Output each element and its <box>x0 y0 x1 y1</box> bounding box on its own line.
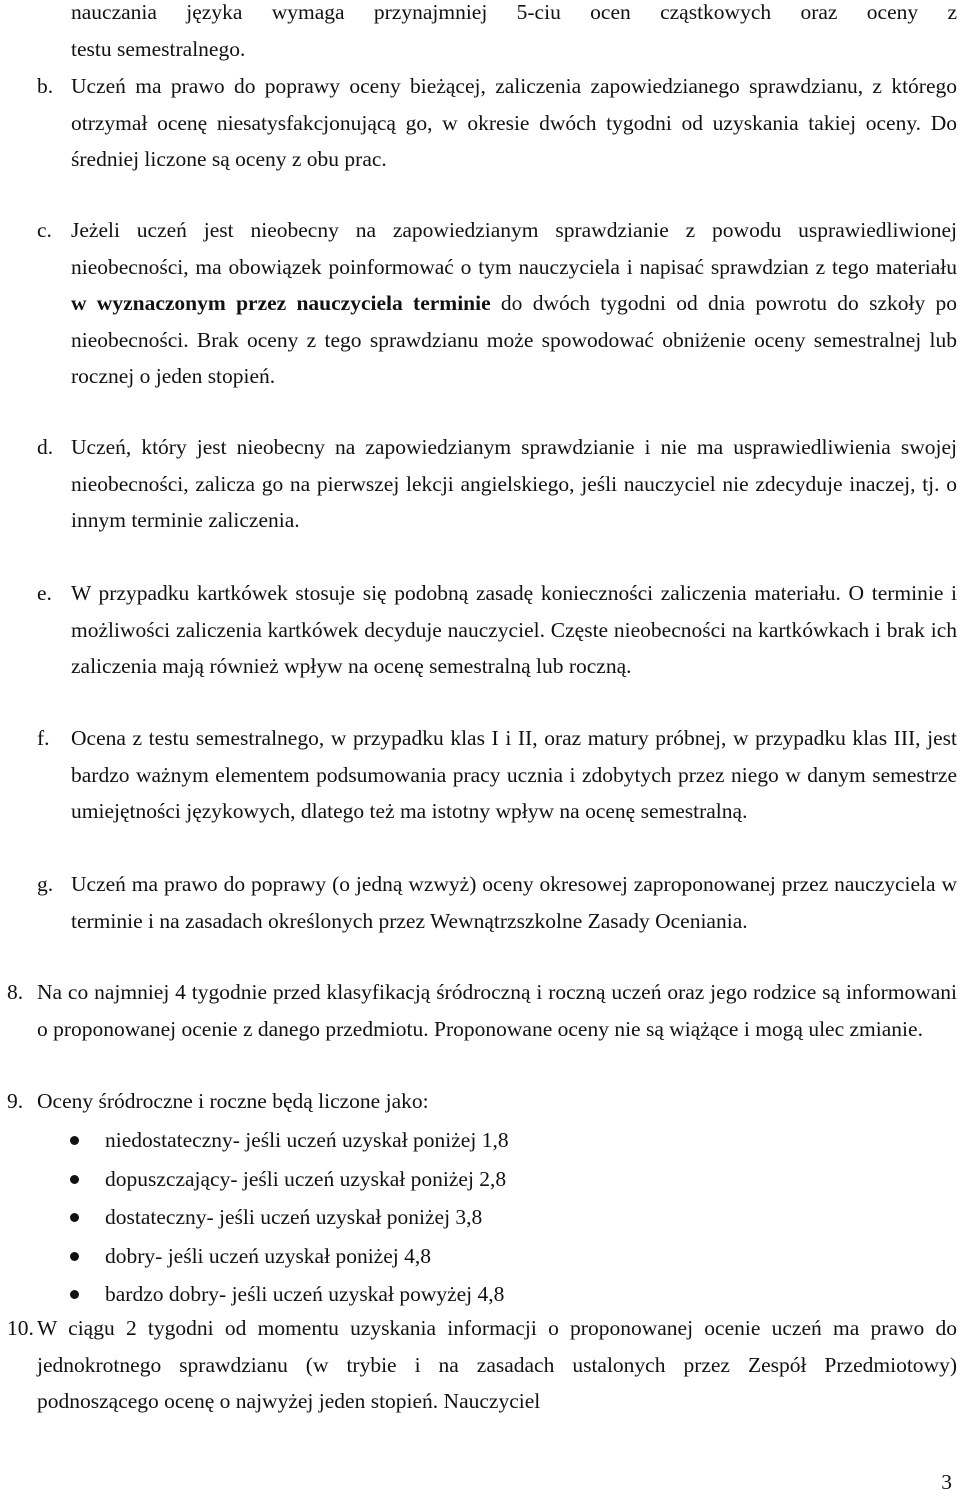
item-text <box>71 212 957 395</box>
item-label: e. <box>37 581 52 605</box>
grade-threshold-item <box>70 1121 509 1160</box>
list-item-9 <box>7 1083 957 1120</box>
grade-threshold-text: dopuszczający- jeśli uczeń uzyskał poniżej 2,8 <box>105 1166 507 1191</box>
list-item-b <box>37 68 957 178</box>
list-item-c <box>37 212 957 395</box>
grade-threshold-item <box>70 1160 509 1199</box>
continuation-paragraph <box>71 0 957 67</box>
item-text: Uczeń ma prawo do poprawy (o jedną wzwyż) oceny okresowej zaproponowanej przez nauczyciela w terminie i na zasadach określonych przez Wewnątrzszkolne Zasady Oceniania. <box>71 872 957 933</box>
list-item-f <box>37 720 957 830</box>
item-text: W przypadku kartkówek stosuje się podobną zasadę konieczności zaliczenia materiału. O terminie i możliwości zaliczenia kartkówek decyduje nauczyciel. Częste nieobecności na kartkówkach i brak ich zaliczenia mają również wpływ na ocenę semestralną lub roczną. <box>71 581 957 678</box>
bullet-icon <box>70 1136 79 1145</box>
item-label: b. <box>37 74 54 98</box>
list-item-10 <box>7 1310 957 1420</box>
bullet-icon <box>70 1175 79 1184</box>
bullet-icon <box>70 1252 79 1261</box>
grade-thresholds-list <box>70 1121 509 1314</box>
grade-threshold-text: dobry- jeśli uczeń uzyskał poniżej 4,8 <box>105 1243 431 1268</box>
item-text: Na co najmniej 4 tygodnie przed klasyfikacją śródroczną i roczną uczeń oraz jego rodzice są informowani o proponowanej ocenie z danego przedmiotu. Proponowane oceny nie są wiążące i mogą ulec zmianie. <box>37 980 957 1041</box>
item-text: Ocena z testu semestralnego, w przypadku klas I i II, oraz matury próbnej, w przypadku klas III, jest bardzo ważnym elementem podsumowania pracy ucznia i zdobytych przez niego w danym semestrze umiejętności językowych, dlatego też ma istotny wpływ na ocenę semestralną. <box>71 726 957 823</box>
continuation-line-2: testu semestralnego. <box>71 36 246 61</box>
list-item-8 <box>7 974 957 1047</box>
continuation-line-1: nauczania języka wymaga przynajmniej 5-ciu ocen cząstkowych oraz oceny z <box>71 0 957 24</box>
grade-threshold-text: dostateczny- jeśli uczeń uzyskał poniżej 3,8 <box>105 1205 483 1230</box>
item-label: c. <box>37 218 52 242</box>
item-label: f. <box>37 726 50 750</box>
item-text: Oceny śródroczne i roczne będą liczone jako: <box>37 1089 429 1113</box>
item-text-bold: w wyznaczonym przez nauczyciela terminie <box>71 291 491 315</box>
item-label: g. <box>37 872 54 896</box>
item-label: d. <box>37 435 54 459</box>
bullet-icon <box>70 1290 79 1299</box>
item-text: W ciągu 2 tygodni od momentu uzyskania informacji o proponowanej ocenie uczeń ma prawo do jednokrotnego sprawdzianu (w trybie i na zasadach ustalonych przez Zespół Przedmiotowy) podnoszącego ocenę o najwyżej jeden stopień. Nauczyciel <box>37 1316 957 1413</box>
grade-threshold-item <box>70 1237 509 1276</box>
grade-threshold-text: bardzo dobry- jeśli uczeń uzyskał powyżej 4,8 <box>105 1282 505 1307</box>
list-item-d <box>37 429 957 539</box>
list-item-e <box>37 575 957 685</box>
item-text: Uczeń, który jest nieobecny na zapowiedzianym sprawdzianie i nie ma usprawiedliwienia swojej nieobecności, zalicza go na pierwszej lekcji angielskiego, jeśli nauczyciel nie zdecyduje inaczej, tj. o innym terminie zaliczenia. <box>71 435 957 532</box>
item-number: 9. <box>7 1089 24 1113</box>
item-number: 10. <box>7 1316 34 1340</box>
page-number: 3 <box>941 1470 952 1494</box>
item-text-part: Jeżeli uczeń jest nieobecny na zapowiedzianym sprawdzianie z powodu usprawiedliwionej nieobecności, ma obowiązek poinformować o tym nauczyciela i napisać sprawdzian z tego materiału <box>71 218 957 279</box>
item-text-part: do dwóch tygodni od dnia powrotu do szkoły po nieobecności. Brak oceny z tego sprawdzianu może spowodować obniżenie oceny semestralnej lub rocznej o jeden stopień. <box>71 291 957 388</box>
bullet-icon <box>70 1213 79 1222</box>
grade-threshold-item <box>70 1198 509 1237</box>
item-number: 8. <box>7 980 24 1004</box>
item-text: Uczeń ma prawo do poprawy oceny bieżącej, zaliczenia zapowiedzianego sprawdzianu, z którego otrzymał ocenę niesatysfakcjonującą go, w okresie dwóch tygodni od uzyskania takiej oceny. Do średniej liczone są oceny z obu prac. <box>71 74 957 171</box>
grade-threshold-item <box>70 1275 509 1314</box>
list-item-g <box>37 866 957 939</box>
grade-threshold-text: niedostateczny- jeśli uczeń uzyskał poniżej 1,8 <box>105 1128 509 1152</box>
